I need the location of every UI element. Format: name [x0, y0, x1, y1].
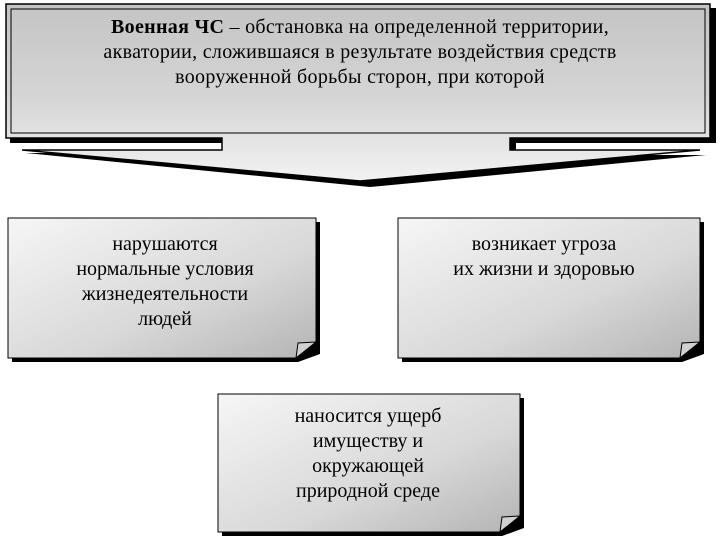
definition-line-3: вооруженной борьбы сторон, при которой	[175, 66, 545, 88]
consequence-left-line-3: жизнедеятельности	[81, 283, 249, 305]
consequence-bottom-line-3: окружающей	[312, 455, 424, 477]
consequence-text-bottom	[218, 404, 518, 504]
consequence-bottom-line-1: наносится ущерб	[294, 405, 442, 427]
definition-line-2: акватории, сложившаяся в результате воздействия средств	[103, 41, 617, 63]
definition-line-1	[30, 15, 690, 40]
consequence-left-line-4: людей	[138, 308, 192, 330]
definition-text	[30, 15, 690, 90]
consequence-right-line-1: возникает угроза	[471, 233, 617, 255]
definition-line-1-rest: – обстановка на определенной территории,	[224, 16, 609, 38]
consequence-bottom-line-4: природной среде	[296, 480, 440, 502]
definition-term: Военная ЧС	[111, 16, 225, 38]
consequence-left-line-2: нормальные условия	[76, 258, 254, 280]
consequence-text-left	[20, 232, 310, 332]
consequence-right-line-2: их жизни и здоровью	[453, 258, 635, 280]
consequence-text-right	[398, 232, 690, 282]
consequence-bottom-line-2: имуществу и	[312, 430, 424, 452]
consequence-left-line-1: нарушаются	[112, 233, 218, 255]
